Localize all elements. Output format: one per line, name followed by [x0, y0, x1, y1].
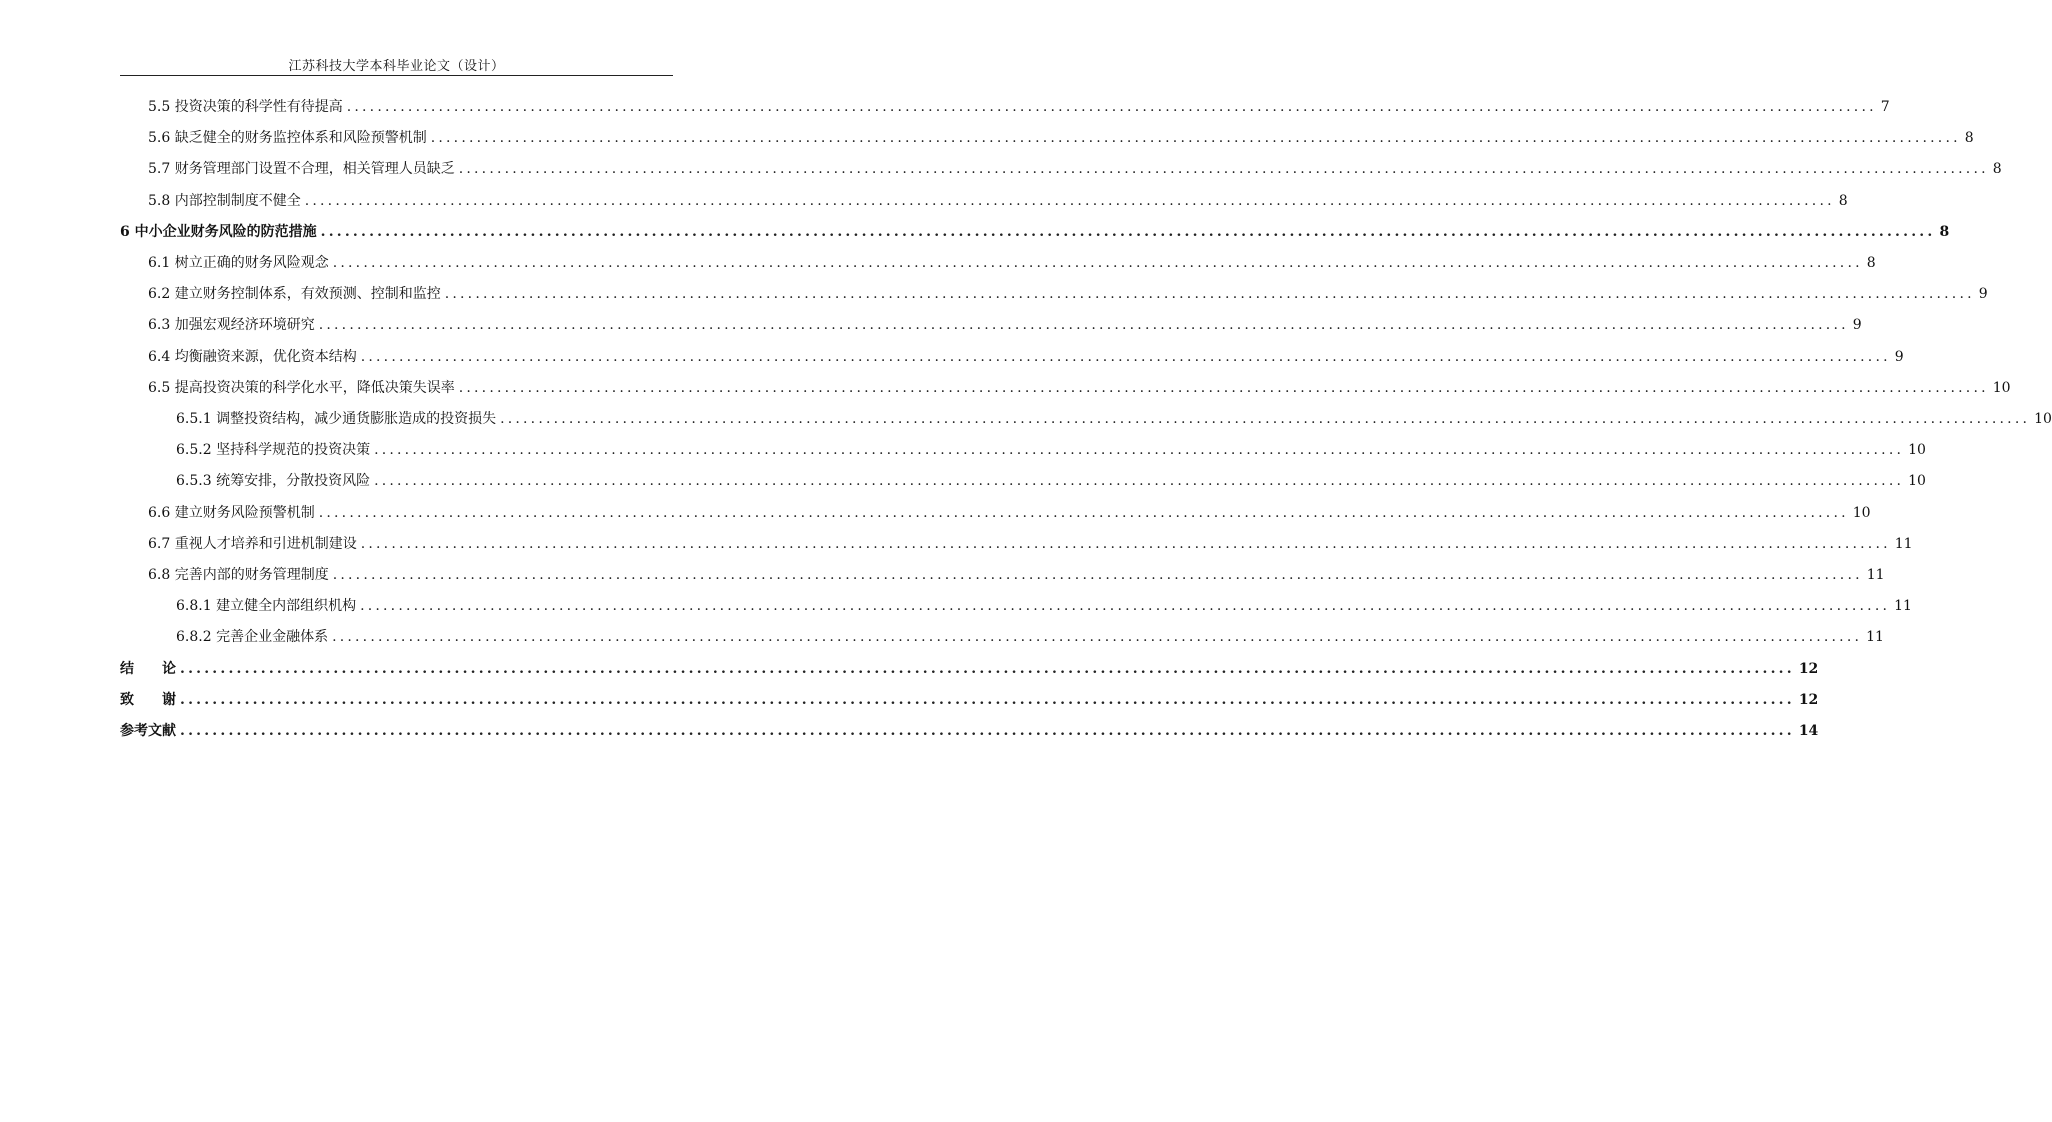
toc-entry[interactable] — [120, 221, 1950, 245]
toc-entry[interactable] — [176, 470, 1926, 494]
toc-leader-dots: ........................................................................................................................................................................................................ — [180, 723, 1795, 739]
toc-entry-title: 6.7 重视人才培养和引进机制建设 — [148, 535, 357, 552]
toc-entry-page-number: 8 — [1964, 130, 1974, 147]
toc-leader-dots: ........................................................................................................................................................................................................ — [304, 192, 1835, 209]
toc-leader-dots: ........................................................................................................................................................................................................ — [374, 473, 1905, 490]
toc-entry-title: 6.8.2 完善企业金融体系 — [176, 629, 329, 646]
toc-entry[interactable] — [148, 502, 1871, 526]
toc-leader-dots: ........................................................................................................................................................................................................ — [332, 255, 1863, 271]
toc-entry-page-number: 10 — [1852, 504, 1871, 521]
toc-leader-dots: ........................................................................................................................................................................................................ — [320, 223, 1936, 240]
toc-entry-page-number: 14 — [1798, 723, 1819, 739]
toc-entry[interactable] — [148, 377, 2011, 401]
toc-entry-page-number: 8 — [1838, 192, 1848, 209]
toc-entry-title: 6 中小企业财务风险的防范措施 — [120, 223, 317, 240]
toc-entry-page-number: 11 — [1866, 629, 1884, 646]
toc-entry[interactable] — [148, 190, 1848, 214]
toc-entry-title: 6.5.1 调整投资结构，减少通货膨胀造成的投资损失 — [176, 411, 497, 427]
toc-entry[interactable] — [176, 626, 1884, 650]
toc-entry-page-number: 7 — [1880, 99, 1890, 115]
toc-entry-title: 6.8.1 建立健全内部组织机构 — [176, 598, 357, 615]
toc-entry-title: 6.5.2 坚持科学规范的投资决策 — [176, 442, 371, 459]
toc-entry-page-number: 9 — [1852, 317, 1862, 334]
toc-leader-dots: ........................................................................................................................................................................................................ — [180, 660, 1795, 677]
toc-leader-dots: ........................................................................................................................................................................................................ — [360, 598, 1891, 615]
toc-entry-page-number: 10 — [1908, 442, 1926, 459]
toc-entry-title: 参考文献 — [120, 723, 176, 739]
header-divider — [120, 75, 673, 76]
toc-entry-page-number: 9 — [1978, 286, 1988, 303]
toc-leader-dots: ........................................................................................................................................................................................................ — [318, 317, 1849, 334]
toc-entry-title: 5.6 缺乏健全的财务监控体系和风险预警机制 — [148, 130, 427, 147]
toc-entry-page-number: 11 — [1894, 598, 1912, 615]
toc-entry-page-number: 11 — [1894, 535, 1913, 552]
toc-leader-dots: ........................................................................................................................................................................................................ — [430, 130, 1961, 147]
toc-entry-title: 6.4 均衡融资来源，优化资本结构 — [148, 348, 357, 365]
toc-entry-page-number: 10 — [2034, 411, 2052, 427]
page-header: 江苏科技大学本科毕业论文（设计） — [288, 59, 505, 74]
toc-entry[interactable] — [120, 720, 1819, 744]
toc-entry-title: 6.3 加强宏观经济环境研究 — [148, 317, 315, 334]
toc-entry[interactable] — [120, 689, 1819, 713]
toc-entry-page-number: 9 — [1894, 348, 1904, 365]
toc-entry[interactable] — [148, 346, 1904, 370]
toc-entry-title: 6.8 完善内部的财务管理制度 — [148, 567, 329, 583]
toc-entry-title: 5.8 内部控制制度不健全 — [148, 192, 301, 209]
toc-entry[interactable] — [176, 439, 1926, 463]
toc-entry-page-number: 8 — [1866, 255, 1876, 271]
toc-leader-dots: ........................................................................................................................................................................................................ — [346, 99, 1877, 115]
toc-entry-title: 6.6 建立财务风险预警机制 — [148, 504, 315, 521]
toc-leader-dots: ........................................................................................................................................................................................................ — [458, 161, 1989, 178]
toc-entry-title: 6.5 提高投资决策的科学化水平，降低决策失误率 — [148, 379, 455, 396]
toc-leader-dots: ........................................................................................................................................................................................................ — [374, 442, 1905, 459]
toc-leader-dots: ........................................................................................................................................................................................................ — [360, 535, 1891, 552]
toc-entry-page-number: 10 — [1992, 379, 2011, 396]
toc-entry[interactable] — [176, 408, 2052, 432]
toc-leader-dots: ........................................................................................................................................................................................................ — [500, 411, 2031, 427]
toc-entry-title: 致 谢 — [120, 691, 176, 708]
toc-entry[interactable] — [148, 533, 1913, 557]
toc-entry[interactable] — [148, 283, 1988, 307]
toc-leader-dots: ........................................................................................................................................................................................................ — [458, 379, 1989, 396]
toc-entry[interactable] — [148, 158, 2002, 182]
toc-entry-page-number: 8 — [1992, 161, 2002, 178]
toc-leader-dots: ........................................................................................................................................................................................................ — [360, 348, 1891, 365]
toc-entry-title: 6.2 建立财务控制体系，有效预测、控制和监控 — [148, 286, 441, 303]
toc-entry-title: 结 论 — [120, 660, 176, 677]
toc-leader-dots: ........................................................................................................................................................................................................ — [180, 691, 1795, 708]
toc-entry-page-number: 11 — [1866, 567, 1885, 583]
toc-entry-title: 6.5.3 统筹安排，分散投资风险 — [176, 473, 371, 490]
toc-entry[interactable] — [120, 658, 1819, 682]
toc-leader-dots: ........................................................................................................................................................................................................ — [318, 504, 1849, 521]
toc-entry-title: 5.7 财务管理部门设置不合理，相关管理人员缺乏 — [148, 161, 455, 178]
toc-entry-title: 5.5 投资决策的科学性有待提高 — [148, 99, 343, 115]
toc-entry-page-number: 12 — [1798, 660, 1819, 677]
toc-leader-dots: ........................................................................................................................................................................................................ — [332, 567, 1863, 583]
toc-entry[interactable] — [148, 314, 1862, 338]
toc-entry[interactable] — [148, 127, 1974, 151]
toc-leader-dots: ........................................................................................................................................................................................................ — [444, 286, 1975, 303]
toc-entry-title: 6.1 树立正确的财务风险观念 — [148, 255, 329, 271]
toc-entry-page-number: 10 — [1908, 473, 1926, 490]
toc-entry[interactable] — [176, 595, 1912, 619]
toc-entry-page-number: 8 — [1939, 223, 1950, 240]
toc-entry-page-number: 12 — [1798, 691, 1819, 708]
toc-entry[interactable] — [148, 252, 1876, 276]
toc-leader-dots: ........................................................................................................................................................................................................ — [332, 629, 1863, 646]
toc-entry[interactable] — [148, 564, 1885, 588]
toc-entry[interactable] — [148, 96, 1890, 120]
